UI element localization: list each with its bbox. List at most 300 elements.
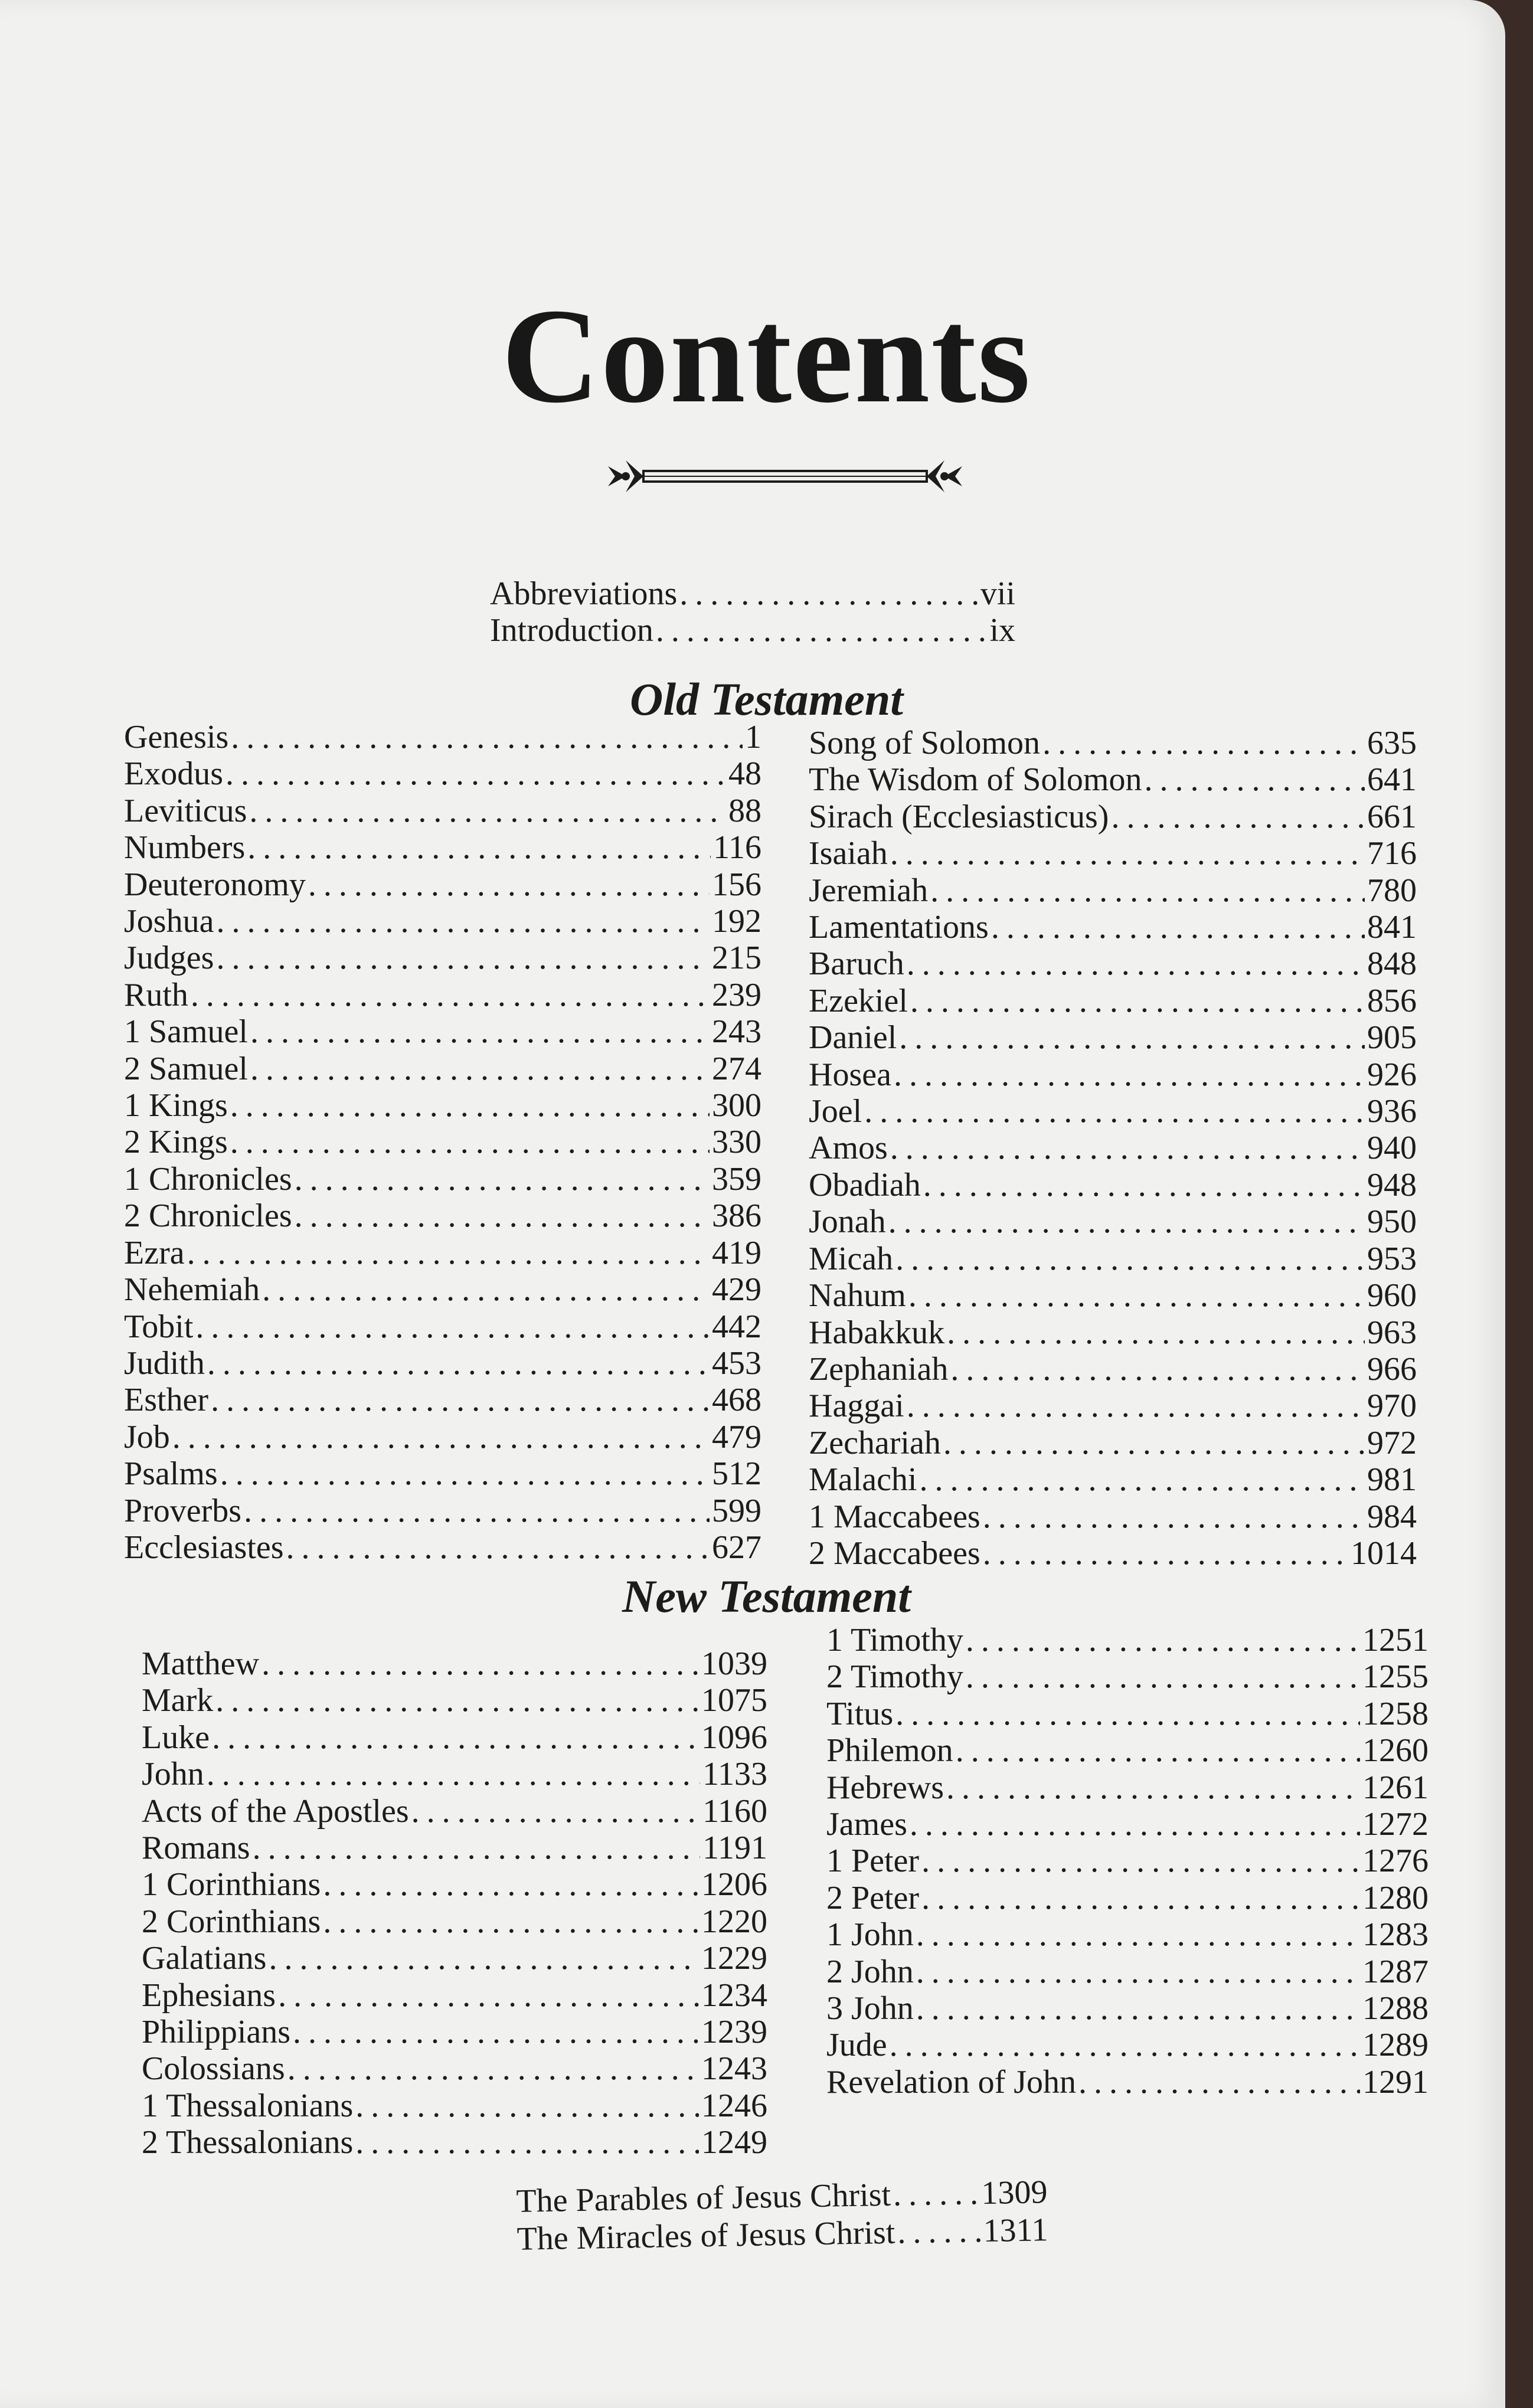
toc-entry (826, 1990, 1429, 2027)
toc-entry-page: 1291 (1362, 2063, 1429, 2101)
toc-entry-page: 1283 (1362, 1916, 1429, 1954)
toc-entry-title: 2 Chronicles (124, 1198, 292, 1235)
toc-entry (124, 829, 761, 866)
toc-entry (826, 1880, 1429, 1916)
toc-entry-title: Lamentations (809, 909, 989, 946)
dot-leader (894, 1056, 1365, 1093)
toc-entry (809, 1425, 1417, 1461)
toc-entry-page: ix (989, 612, 1015, 649)
toc-entry-title: Philippians (142, 2014, 291, 2051)
dot-leader (1111, 799, 1365, 835)
toc-entry (826, 1843, 1429, 1879)
toc-entry (826, 2027, 1429, 2063)
toc-entry-title: Jeremiah (809, 872, 929, 909)
toc-entry-page: 88 (728, 792, 761, 829)
toc-entry (124, 1198, 761, 1234)
toc-entry-page: 359 (712, 1160, 761, 1198)
toc-entry-title: Galatians (142, 1940, 267, 1977)
dot-leader (293, 2014, 699, 2050)
toc-entry (142, 1977, 767, 2014)
toc-entry (124, 903, 761, 940)
toc-entry-title: James (826, 1806, 907, 1843)
dot-leader (950, 1351, 1365, 1388)
toc-entry (142, 1682, 767, 1719)
toc-entry-title: Joel (809, 1093, 862, 1130)
dot-leader (308, 866, 710, 903)
toc-entry-page: 116 (713, 829, 761, 866)
toc-entry (809, 835, 1417, 872)
toc-entry-title: Obadiah (809, 1166, 921, 1203)
toc-entry-title: 2 Thessalonians (142, 2124, 354, 2161)
toc-entry (809, 1093, 1417, 1130)
dot-leader (411, 1793, 700, 1830)
toc-entry (809, 725, 1417, 761)
toc-entry (809, 1499, 1417, 1535)
dot-leader (249, 793, 726, 829)
toc-entry (826, 1696, 1429, 1732)
toc-entry-page: 848 (1367, 945, 1417, 983)
toc-entry (826, 1916, 1429, 1953)
toc-entry-title: Baruch (809, 945, 904, 983)
toc-entry-title: Hebrews (826, 1769, 944, 1806)
toc-entry-title: Introduction (490, 612, 653, 649)
old-testament-left-column (124, 719, 761, 1566)
toc-entry-title: Zechariah (809, 1424, 941, 1461)
toc-entry (124, 1493, 761, 1529)
toc-entry (124, 1051, 761, 1087)
toc-entry-page: 215 (712, 940, 761, 977)
dot-leader (907, 945, 1365, 982)
toc-entry-page: 429 (712, 1271, 761, 1308)
dot-leader (191, 977, 710, 1013)
toc-entry-title: John (142, 1756, 204, 1793)
dot-leader (916, 1916, 1360, 1953)
new-testament-right-column (826, 1622, 1429, 2101)
toc-entry (809, 1314, 1417, 1351)
dot-leader (947, 1314, 1365, 1351)
toc-entry (826, 1769, 1429, 1806)
toc-entry-title: Numbers (124, 829, 246, 866)
dot-leader (1144, 761, 1365, 798)
toc-entry-page: 1260 (1362, 1732, 1429, 1769)
dot-leader (244, 1493, 710, 1529)
toc-entry-title: The Wisdom of Solomon (809, 761, 1142, 799)
toc-entry-page: 1255 (1362, 1658, 1429, 1696)
toc-entry-title: Jonah (809, 1203, 886, 1241)
toc-entry (809, 761, 1417, 798)
toc-entry (809, 1241, 1417, 1277)
dot-leader (220, 1455, 710, 1492)
toc-entry-page: 1220 (701, 1903, 767, 1940)
toc-entry-page: 905 (1367, 1019, 1417, 1056)
toc-entry-page: 1014 (1351, 1535, 1417, 1572)
toc-entry-page: 330 (712, 1124, 761, 1161)
toc-entry-page: 442 (712, 1308, 761, 1345)
toc-entry (124, 1455, 761, 1492)
toc-entry-title: Sirach (Ecclesiasticus) (809, 798, 1109, 835)
toc-entry (826, 2064, 1429, 2101)
toc-entry (142, 1719, 767, 1756)
toc-entry-title: 1 Timothy (826, 1622, 963, 1658)
toc-entry-title: Proverbs (124, 1492, 242, 1529)
toc-entry-title: Nehemiah (124, 1271, 260, 1308)
toc-entry-page: 1249 (701, 2124, 767, 2161)
toc-entry-page: 1288 (1362, 1990, 1429, 2027)
toc-entry-page: 1289 (1362, 2027, 1429, 2064)
toc-entry (124, 866, 761, 903)
dot-leader (956, 1732, 1360, 1769)
dot-leader (216, 903, 710, 940)
dot-leader (907, 1388, 1365, 1424)
dot-leader (864, 1093, 1365, 1130)
dot-leader (211, 1382, 710, 1418)
toc-entry-page: 926 (1367, 1056, 1417, 1093)
toc-entry (809, 1019, 1417, 1056)
dot-leader (890, 2027, 1360, 2063)
toc-entry (142, 1793, 767, 1830)
toc-entry-page: 1246 (701, 2087, 767, 2124)
front-matter-list (490, 575, 1015, 649)
toc-entry (124, 1345, 761, 1382)
toc-entry (124, 719, 761, 755)
toc-entry-title: Amos (809, 1130, 888, 1167)
toc-entry-page: 48 (728, 755, 761, 793)
toc-entry-title: Job (124, 1418, 170, 1455)
toc-entry-page: 512 (712, 1455, 761, 1493)
dot-leader (207, 1345, 710, 1382)
toc-entry-page: 1191 (702, 1830, 767, 1867)
toc-entry (142, 1645, 767, 1682)
toc-entry-page: 1229 (701, 1940, 767, 1977)
toc-entry (809, 1351, 1417, 1388)
toc-entry (124, 793, 761, 829)
toc-entry-page: 948 (1367, 1166, 1417, 1203)
toc-entry-page: 156 (712, 866, 761, 903)
toc-entry-title: Psalms (124, 1455, 218, 1493)
toc-entry-page: 984 (1367, 1498, 1417, 1535)
toc-entry-title: 2 Kings (124, 1124, 228, 1161)
dot-leader (966, 1658, 1360, 1695)
toc-entry-page: 963 (1367, 1314, 1417, 1351)
back-matter-list (516, 2173, 1048, 2258)
toc-entry-title: Song of Solomon (809, 725, 1041, 761)
dot-leader (215, 1682, 699, 1719)
toc-entry-page: 274 (712, 1050, 761, 1087)
toc-entry-title: 2 John (826, 1953, 914, 1990)
toc-entry-page: 1133 (702, 1756, 767, 1793)
toc-entry-page: 641 (1367, 761, 1417, 799)
dot-leader (172, 1419, 710, 1455)
toc-entry-page: 950 (1367, 1203, 1417, 1241)
dot-leader (212, 1719, 699, 1756)
dot-leader (890, 835, 1365, 872)
toc-entry-page: 1311 (983, 2211, 1049, 2250)
dot-leader (323, 1903, 699, 1940)
dot-leader (946, 1769, 1360, 1806)
dot-leader (930, 872, 1365, 909)
dot-leader (991, 909, 1365, 945)
dot-leader (269, 1940, 699, 1977)
toc-entry-title: 1 Thessalonians (142, 2087, 354, 2124)
toc-entry-page: 856 (1367, 982, 1417, 1019)
dot-leader (908, 1277, 1365, 1314)
toc-entry-page: 780 (1367, 872, 1417, 909)
toc-entry-title: Philemon (826, 1732, 953, 1769)
toc-entry-page: 192 (712, 903, 761, 940)
dot-leader (910, 1806, 1360, 1843)
toc-entry-title: Hosea (809, 1056, 891, 1093)
toc-entry-page: 1251 (1362, 1622, 1429, 1658)
dot-leader (1042, 725, 1365, 761)
toc-entry-title: Nahum (809, 1277, 906, 1314)
toc-entry (809, 1056, 1417, 1093)
toc-entry-page: 1 (745, 719, 761, 755)
toc-entry-page: 468 (712, 1382, 761, 1419)
toc-entry-page: 1039 (701, 1645, 767, 1682)
toc-entry-page: 1243 (701, 2050, 767, 2088)
toc-entry (142, 2124, 767, 2161)
dot-leader (923, 1167, 1365, 1203)
toc-entry-title: Abbreviations (490, 575, 678, 612)
toc-entry-page: 453 (712, 1344, 761, 1382)
dot-leader (207, 1756, 700, 1792)
dot-leader (895, 1241, 1365, 1277)
toc-entry-title: Esther (124, 1382, 209, 1419)
toc-entry (124, 940, 761, 976)
toc-entry (490, 612, 1015, 649)
toc-entry (142, 1940, 767, 1977)
toc-entry-page: 1206 (701, 1866, 767, 1903)
dot-leader (916, 1954, 1360, 1990)
toc-entry-title: Luke (142, 1719, 210, 1756)
toc-entry-page: 479 (712, 1418, 761, 1455)
toc-entry (142, 1756, 767, 1792)
toc-entry-page: 627 (712, 1529, 761, 1566)
dot-leader (910, 983, 1365, 1019)
dot-leader (916, 1990, 1360, 2027)
toc-entry (809, 872, 1417, 909)
toc-entry (124, 1235, 761, 1271)
dot-leader (287, 2050, 699, 2087)
toc-entry-title: 2 Timothy (826, 1658, 963, 1696)
toc-entry-page: 960 (1367, 1277, 1417, 1314)
toc-entry-page: 940 (1367, 1130, 1417, 1167)
toc-entry-page: 1280 (1362, 1879, 1429, 1916)
toc-entry-page: 1261 (1362, 1769, 1429, 1806)
toc-entry-page: 972 (1367, 1424, 1417, 1461)
page-title: Contents (501, 280, 1032, 431)
dot-leader (983, 1535, 1348, 1572)
toc-entry-title: Genesis (124, 719, 229, 755)
toc-entry (809, 1535, 1417, 1572)
toc-entry-title: Titus (826, 1695, 894, 1732)
dot-leader (250, 1013, 710, 1050)
toc-entry (124, 1161, 761, 1198)
toc-entry-page: 936 (1367, 1093, 1417, 1130)
toc-entry (124, 1382, 761, 1418)
toc-entry-title: The Parables of Jesus Christ (515, 2176, 891, 2220)
toc-entry-title: Isaiah (809, 835, 888, 872)
toc-entry-page: 599 (712, 1492, 761, 1529)
toc-entry (142, 1903, 767, 1940)
toc-entry-title: 2 Corinthians (142, 1903, 321, 1940)
toc-entry-title: 1 Chronicles (124, 1160, 292, 1198)
toc-entry-title: Malachi (809, 1461, 917, 1499)
toc-entry-page: 386 (712, 1198, 761, 1235)
toc-entry (826, 1658, 1429, 1695)
toc-entry (809, 945, 1417, 982)
toc-entry-title: Micah (809, 1240, 894, 1277)
toc-entry (809, 1167, 1417, 1203)
new-testament-left-column (142, 1645, 767, 2161)
toc-entry (826, 1622, 1429, 1658)
toc-entry (826, 1806, 1429, 1843)
dot-leader (656, 612, 988, 649)
dot-leader (253, 1830, 701, 1866)
toc-entry-page: 1239 (701, 2014, 767, 2051)
toc-entry-page: 970 (1367, 1388, 1417, 1425)
toc-entry (142, 2014, 767, 2050)
dot-leader (943, 1425, 1365, 1461)
toc-entry-title: Zephaniah (809, 1350, 949, 1388)
dot-leader (888, 1203, 1365, 1240)
dot-leader (247, 829, 711, 866)
toc-entry-page: 1096 (701, 1719, 767, 1756)
toc-entry-page: 966 (1367, 1350, 1417, 1388)
toc-entry-page: 1075 (701, 1682, 767, 1719)
toc-entry-title: Haggai (809, 1388, 904, 1425)
old-testament-right-column (809, 725, 1417, 1572)
dot-leader (295, 1198, 710, 1234)
toc-entry-page: 239 (712, 976, 761, 1013)
toc-entry-title: Judith (124, 1344, 205, 1382)
toc-entry-title: Deuteronomy (124, 866, 306, 903)
toc-entry (809, 909, 1417, 945)
dot-leader (966, 1622, 1360, 1658)
toc-entry-title: Leviticus (124, 792, 247, 829)
dot-leader (899, 1019, 1365, 1056)
toc-entry (124, 1271, 761, 1308)
dot-leader (230, 1087, 710, 1124)
toc-entry-title: 1 Peter (826, 1843, 920, 1880)
toc-entry-page: 300 (712, 1087, 761, 1124)
toc-entry (490, 575, 1015, 612)
toc-entry (142, 2050, 767, 2087)
toc-entry-title: 2 Peter (826, 1879, 920, 1916)
dot-leader (890, 1130, 1365, 1166)
toc-entry-page: 1234 (701, 1977, 767, 2014)
toc-entry (124, 755, 761, 792)
toc-entry (124, 1419, 761, 1455)
toc-entry-title: Tobit (124, 1308, 194, 1345)
dot-leader (679, 575, 978, 612)
toc-entry (809, 1388, 1417, 1424)
dot-leader (231, 719, 743, 755)
dot-leader (355, 2124, 699, 2161)
toc-entry-title: Revelation of John (826, 2063, 1077, 2101)
dot-leader (921, 1843, 1360, 1879)
toc-entry-title: Acts of the Apostles (142, 1792, 409, 1830)
toc-entry (826, 1954, 1429, 1990)
toc-entry-title: Ezra (124, 1234, 185, 1271)
toc-entry-title: 1 Maccabees (809, 1498, 980, 1535)
dot-leader (195, 1308, 710, 1345)
dot-leader (295, 1161, 710, 1198)
dot-leader (278, 1977, 699, 2014)
toc-entry (124, 977, 761, 1013)
toc-entry-page: 1276 (1362, 1843, 1429, 1880)
toc-entry-title: 2 Samuel (124, 1050, 248, 1087)
toc-entry-page: 1258 (1362, 1695, 1429, 1732)
toc-entry-title: 1 Kings (124, 1087, 228, 1124)
dot-leader (1078, 2064, 1360, 2101)
dot-leader (323, 1866, 699, 1903)
fleuron-divider-icon (602, 449, 968, 505)
toc-entry (809, 983, 1417, 1019)
toc-entry (142, 1866, 767, 1903)
toc-entry-page: 1309 (980, 2174, 1048, 2212)
toc-entry (809, 1277, 1417, 1314)
dot-leader (983, 1499, 1365, 1535)
dot-leader (216, 940, 710, 976)
dot-leader (893, 2174, 979, 2214)
toc-entry-title: Habakkuk (809, 1314, 945, 1351)
toc-entry (809, 799, 1417, 835)
toc-entry-title: Daniel (809, 1019, 897, 1056)
toc-entry-page: vii (980, 575, 1015, 612)
toc-entry-title: 1 Corinthians (142, 1866, 321, 1903)
toc-entry-title: Ezekiel (809, 982, 908, 1019)
toc-entry-title: 1 John (826, 1916, 914, 1954)
dot-leader (919, 1461, 1365, 1498)
toc-entry-title: Colossians (142, 2050, 285, 2088)
toc-entry-title: 3 John (826, 1990, 914, 2027)
dot-leader (897, 2212, 981, 2251)
toc-entry-title: Ruth (124, 976, 188, 1013)
toc-entry (124, 1087, 761, 1124)
toc-entry-title: The Miracles of Jesus Christ (517, 2214, 895, 2258)
toc-entry-title: 2 Maccabees (809, 1535, 980, 1572)
toc-entry (809, 1203, 1417, 1240)
toc-entry (142, 2088, 767, 2124)
dot-leader (895, 1696, 1360, 1732)
dot-leader (355, 2088, 699, 2124)
toc-entry-page: 419 (712, 1234, 761, 1271)
toc-entry-page: 1272 (1362, 1806, 1429, 1843)
toc-entry (124, 1308, 761, 1345)
toc-entry-title: Ecclesiastes (124, 1529, 284, 1566)
toc-entry-page: 635 (1367, 725, 1417, 761)
toc-entry (826, 1732, 1429, 1769)
toc-entry-page: 716 (1367, 835, 1417, 872)
dot-leader (262, 1645, 699, 1682)
toc-entry (809, 1461, 1417, 1498)
dot-leader (187, 1235, 710, 1271)
toc-entry-title: Mark (142, 1682, 214, 1719)
dot-leader (250, 1051, 710, 1087)
toc-entry-page: 953 (1367, 1240, 1417, 1277)
toc-entry-page: 1287 (1362, 1953, 1429, 1990)
toc-entry (124, 1013, 761, 1050)
toc-entry-title: Romans (142, 1830, 250, 1867)
toc-entry-title: 1 Samuel (124, 1013, 248, 1051)
toc-entry-title: Ephesians (142, 1977, 276, 2014)
toc-entry-title: Jude (826, 2027, 887, 2064)
toc-entry-page: 841 (1367, 909, 1417, 946)
dot-leader (921, 1880, 1360, 1916)
dot-leader (230, 1124, 710, 1160)
toc-entry-title: Joshua (124, 903, 214, 940)
